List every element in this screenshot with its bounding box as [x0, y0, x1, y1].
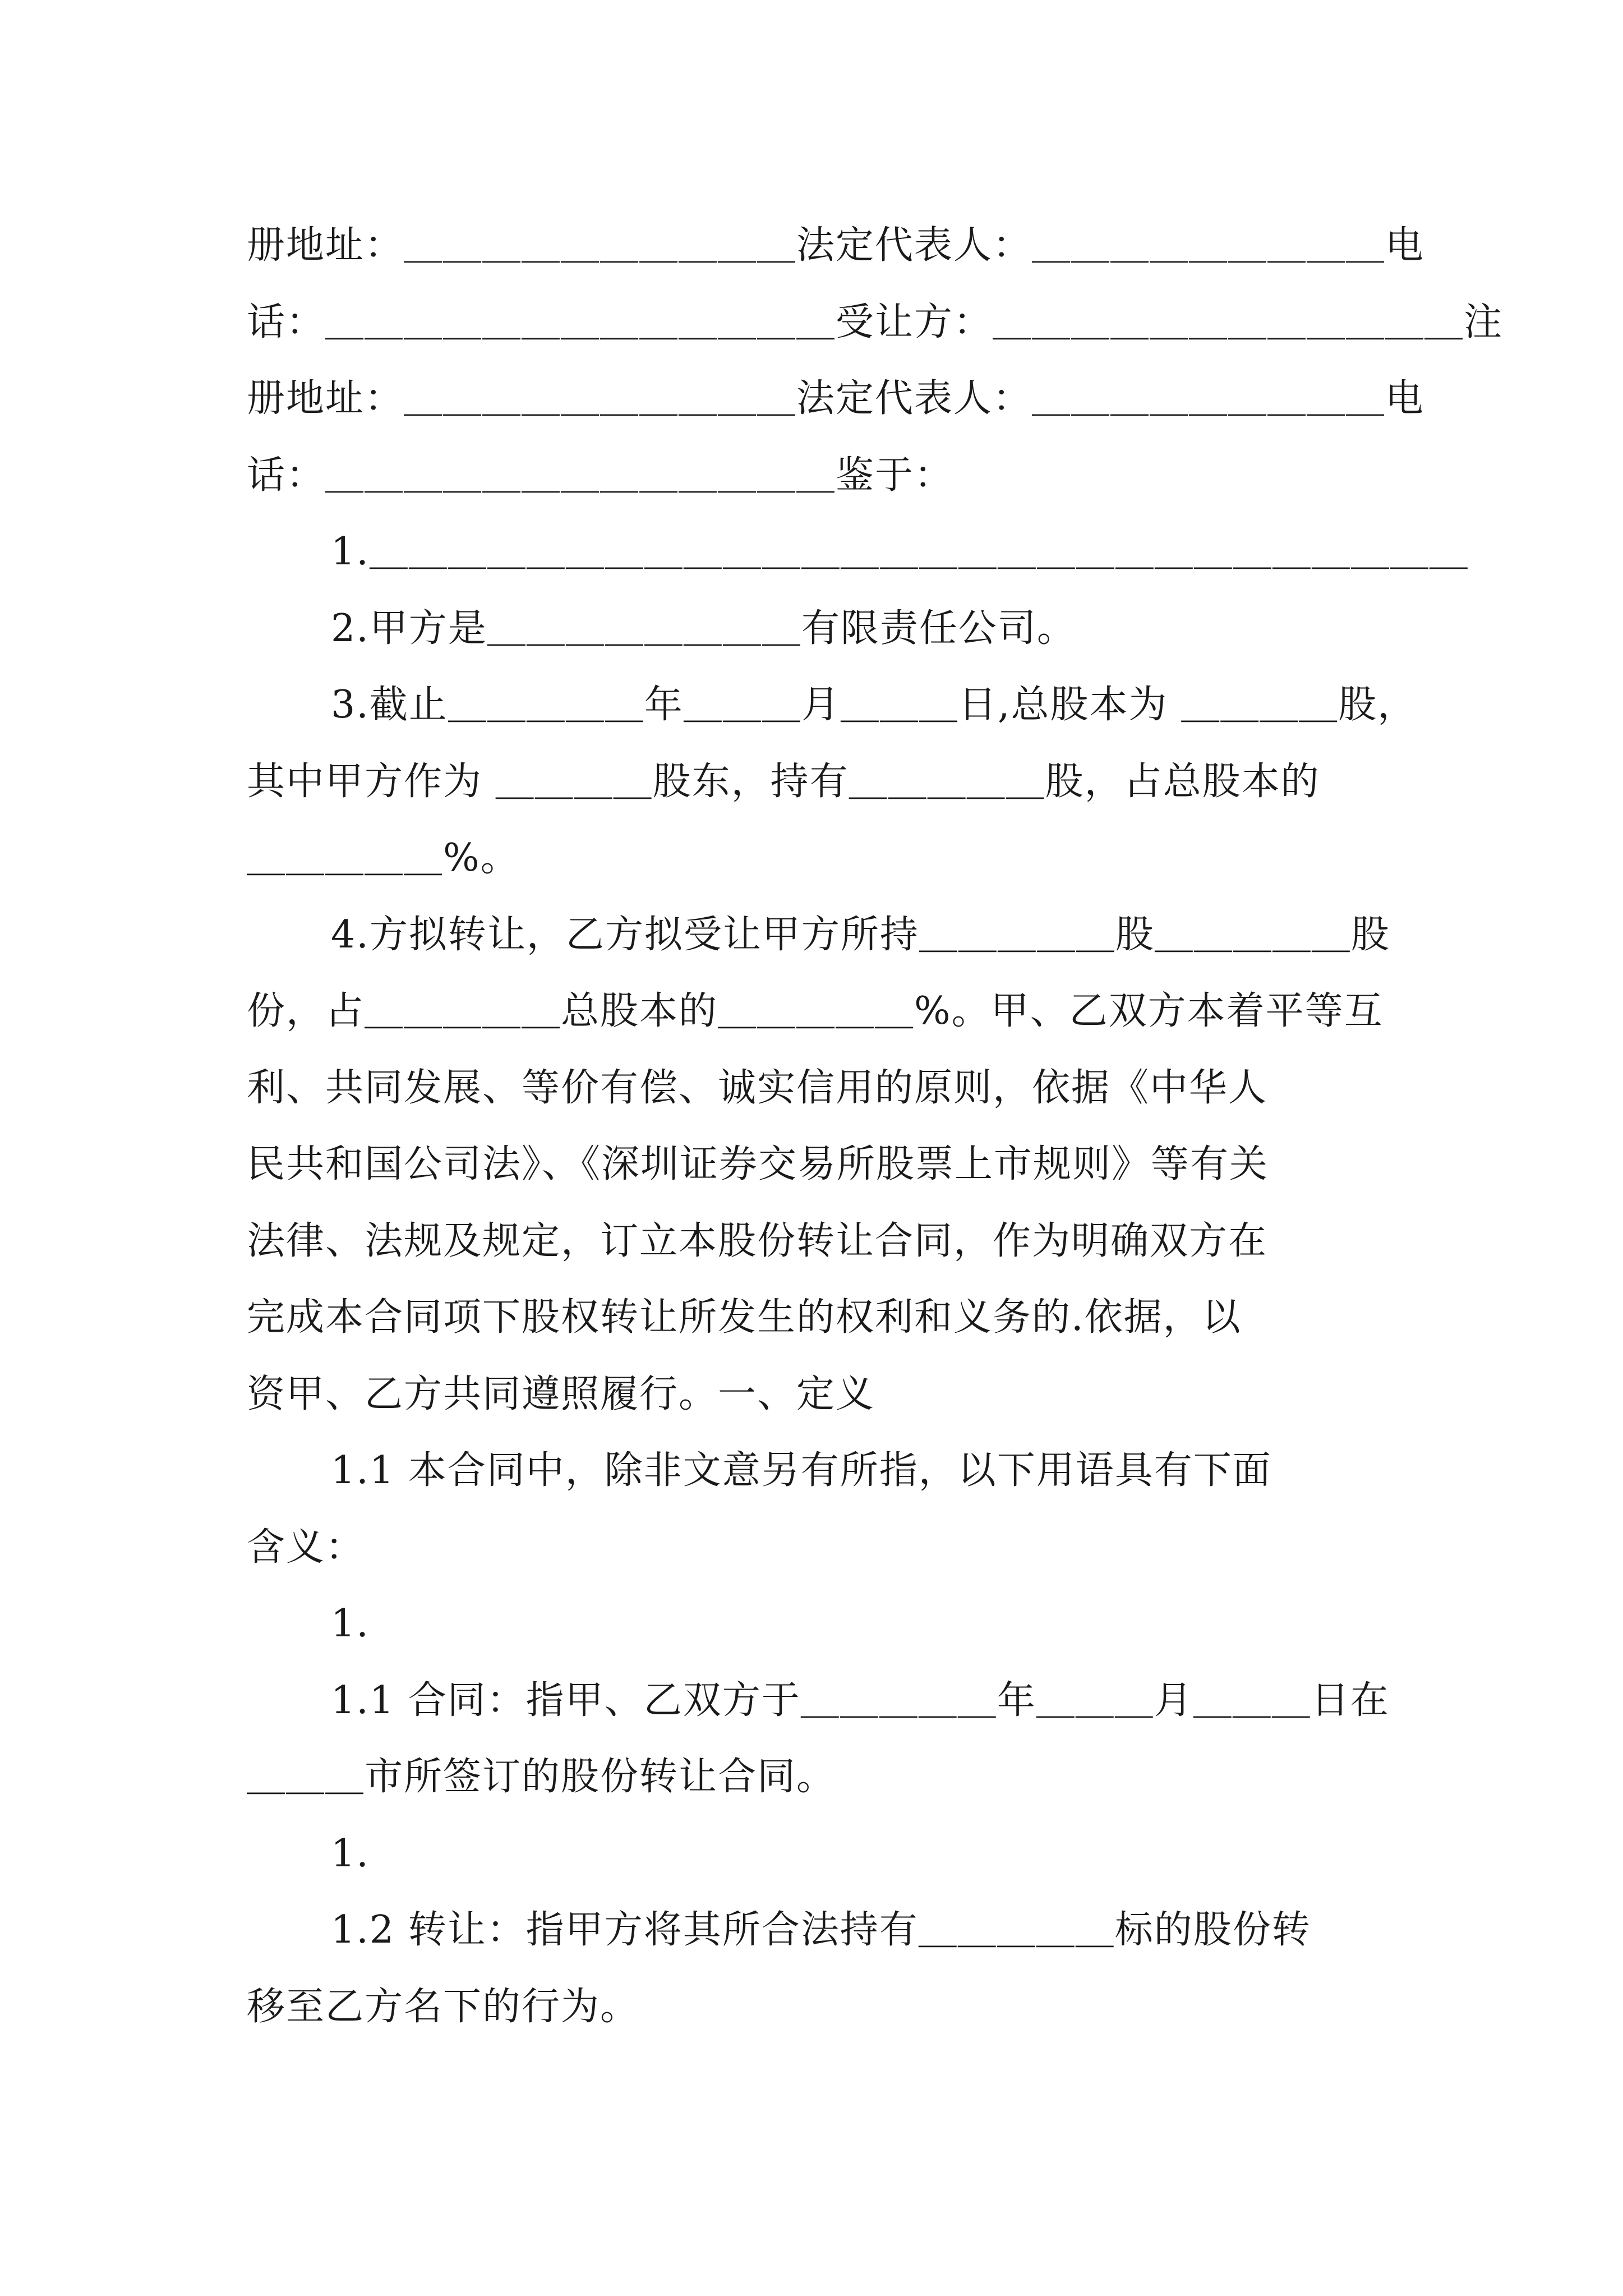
text-line: ＿＿＿市所签订的股份转让合同。 [247, 1755, 836, 1799]
text-line: 其中甲方作为 ＿＿＿＿股东，持有＿＿＿＿＿股，占总股本的 [247, 760, 1320, 804]
text-line: 1.2 转让：指甲方将其所合法持有＿＿＿＿＿标的股份转 [331, 1908, 1311, 1952]
text-line: 册地址：＿＿＿＿＿＿＿＿＿＿法定代表人：＿＿＿＿＿＿＿＿＿电 [247, 223, 1425, 268]
text-line: 4.方拟转让，乙方拟受让甲方所持＿＿＿＿＿股＿＿＿＿＿股 [331, 913, 1390, 957]
text-line: 册地址：＿＿＿＿＿＿＿＿＿＿法定代表人：＿＿＿＿＿＿＿＿＿电 [247, 376, 1425, 421]
text-line: 法律、法规及规定，订立本股份转让合同，作为明确双方在 [247, 1219, 1268, 1263]
text-line: 份，占＿＿＿＿＿总股本的＿＿＿＿＿%。甲、乙双方本着平等互 [247, 989, 1384, 1033]
text-line: 1. [331, 1832, 370, 1876]
text-line: 1.1 本合同中，除非文意另有所指，以下用语具有下面 [331, 1448, 1272, 1493]
text-line: 完成本合同项下股权转让所发生的权利和义务的.依据，以 [247, 1295, 1242, 1340]
text-line: 1. [331, 1602, 370, 1646]
text-line: 1.1 合同：指甲、乙双方于＿＿＿＿＿年＿＿＿月＿＿＿日在 [331, 1678, 1390, 1723]
text-line: 话：＿＿＿＿＿＿＿＿＿＿＿＿＿受让方：＿＿＿＿＿＿＿＿＿＿＿＿注 [247, 300, 1504, 344]
text-line: 1.＿＿＿＿＿＿＿＿＿＿＿＿＿＿＿＿＿＿＿＿＿＿＿＿＿＿＿＿ [331, 530, 1469, 574]
text-line: 移至乙方名下的行为。 [247, 1985, 640, 2029]
text-line: 资甲、乙方共同遵照履行。一、定义 [247, 1372, 875, 1416]
text-line: 2.甲方是＿＿＿＿＿＿＿＿有限责任公司。 [331, 606, 1076, 651]
text-line: 话：＿＿＿＿＿＿＿＿＿＿＿＿＿鉴于： [247, 453, 954, 498]
text-line: 3.截止＿＿＿＿＿年＿＿＿月＿＿＿日,总股本为 ＿＿＿＿股， [331, 683, 1417, 727]
text-line: ＿＿＿＿＿%。 [247, 836, 520, 880]
text-line: 含义： [247, 1525, 365, 1570]
text-line: 利、共同发展、等价有偿、诚实信用的原则，依据《中华人 [247, 1066, 1268, 1110]
text-line: 民共和国公司法》、《深圳证券交易所股票上市规则》等有关 [247, 1142, 1269, 1186]
